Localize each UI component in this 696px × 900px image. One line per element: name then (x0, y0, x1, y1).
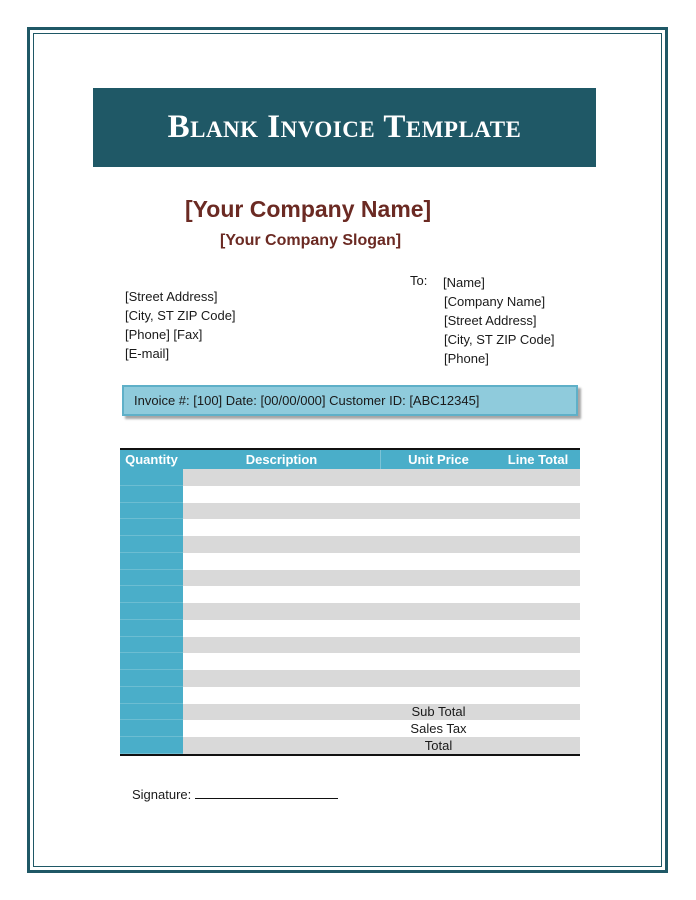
quantity-cell[interactable] (120, 586, 183, 603)
description-cell[interactable] (183, 536, 381, 553)
line-total-cell[interactable] (496, 570, 580, 587)
description-cell[interactable] (183, 687, 381, 704)
table-row (120, 503, 580, 520)
quantity-cell[interactable] (120, 603, 183, 620)
unit-price-cell[interactable] (381, 553, 496, 570)
quantity-cell[interactable] (120, 570, 183, 587)
line-total-cell[interactable] (496, 486, 580, 503)
description-cell[interactable] (183, 620, 381, 637)
description-cell[interactable] (183, 603, 381, 620)
unit-price-cell[interactable] (381, 603, 496, 620)
table-row (120, 469, 580, 486)
quantity-cell[interactable] (120, 687, 183, 704)
line-total-cell[interactable] (496, 637, 580, 654)
quantity-cell[interactable] (120, 720, 183, 737)
table-row (120, 536, 580, 553)
quantity-cell[interactable] (120, 653, 183, 670)
description-cell[interactable] (183, 519, 381, 536)
description-cell[interactable] (183, 586, 381, 603)
sender-city: [City, ST ZIP Code] (125, 308, 236, 323)
recipient-city: [City, ST ZIP Code] (444, 332, 555, 347)
description-cell[interactable] (183, 704, 381, 721)
sender-address (125, 287, 236, 363)
table-row (120, 653, 580, 670)
description-cell[interactable] (183, 503, 381, 520)
description-cell[interactable] (183, 469, 381, 486)
quantity-cell[interactable] (120, 620, 183, 637)
table-row (120, 486, 580, 503)
unit-price-cell[interactable] (381, 653, 496, 670)
sales-tax-label: Sales Tax (410, 721, 467, 737)
company-slogan: [Your Company Slogan] (220, 232, 402, 249)
unit-price-cell[interactable] (381, 469, 496, 486)
signature-block (132, 787, 338, 802)
recipient-name: [Name] (443, 275, 485, 290)
header-quantity: Quantity (125, 452, 178, 467)
description-cell[interactable] (183, 553, 381, 570)
quantity-cell[interactable] (120, 737, 183, 754)
line-total-cell[interactable] (496, 687, 580, 704)
table-row (120, 553, 580, 570)
table-row (120, 620, 580, 637)
quantity-cell[interactable] (120, 704, 183, 721)
unit-price-cell[interactable] (381, 586, 496, 603)
description-cell[interactable] (183, 486, 381, 503)
table-row (120, 570, 580, 587)
page-title: Blank Invoice Template (167, 109, 522, 145)
line-total-cell[interactable] (496, 704, 580, 721)
line-total-cell[interactable] (496, 519, 580, 536)
line-total-cell[interactable] (496, 469, 580, 486)
line-total-cell[interactable] (496, 620, 580, 637)
description-cell[interactable] (183, 570, 381, 587)
table-row (120, 687, 580, 704)
recipient-company: [Company Name] (444, 294, 546, 309)
recipient-phone: [Phone] (444, 351, 489, 366)
description-cell[interactable] (183, 653, 381, 670)
unit-price-cell[interactable] (381, 620, 496, 637)
title-banner (93, 88, 596, 167)
line-total-cell[interactable] (496, 737, 580, 754)
table-row (120, 670, 580, 687)
description-cell[interactable] (183, 720, 381, 737)
quantity-cell[interactable] (120, 637, 183, 654)
unit-price-cell[interactable] (381, 486, 496, 503)
line-total-cell[interactable] (496, 586, 580, 603)
unit-price-cell[interactable] (381, 536, 496, 553)
line-total-cell[interactable] (496, 536, 580, 553)
header-line-total: Line Total (507, 452, 569, 467)
table-row (120, 519, 580, 536)
description-cell[interactable] (183, 670, 381, 687)
quantity-cell[interactable] (120, 486, 183, 503)
header-unit-price: Unit Price (408, 452, 469, 467)
sender-phone-fax: [Phone] [Fax] (125, 327, 203, 342)
invoice-info-text: Invoice #: [100] Date: [00/00/000] Customer ID: [ABC12345] (134, 393, 480, 408)
header-description: Description (183, 450, 381, 469)
description-cell[interactable] (183, 637, 381, 654)
invoice-info-bar (122, 385, 578, 416)
unit-price-cell[interactable] (381, 503, 496, 520)
table-row (120, 720, 580, 737)
total-label: Total (424, 737, 453, 753)
company-name: [Your Company Name] (185, 196, 432, 222)
subtotal-label: Sub Total (411, 704, 466, 720)
quantity-cell[interactable] (120, 670, 183, 687)
unit-price-cell[interactable] (381, 637, 496, 654)
line-total-cell[interactable] (496, 503, 580, 520)
table-row (120, 603, 580, 620)
line-total-cell[interactable] (496, 670, 580, 687)
quantity-cell[interactable] (120, 553, 183, 570)
quantity-cell[interactable] (120, 469, 183, 486)
line-total-cell[interactable] (496, 720, 580, 737)
quantity-cell[interactable] (120, 503, 183, 520)
line-total-cell[interactable] (496, 553, 580, 570)
table-body (120, 469, 580, 754)
unit-price-cell[interactable] (381, 570, 496, 587)
quantity-cell[interactable] (120, 519, 183, 536)
table-row (120, 586, 580, 603)
line-total-cell[interactable] (496, 653, 580, 670)
table-header (120, 450, 580, 469)
unit-price-cell[interactable] (381, 670, 496, 687)
description-cell[interactable] (183, 737, 381, 754)
to-label: To: (410, 273, 428, 288)
sender-email: [E-mail] (125, 346, 170, 361)
invoice-table (120, 448, 580, 756)
line-total-cell[interactable] (496, 603, 580, 620)
quantity-cell[interactable] (120, 536, 183, 553)
unit-price-cell[interactable] (381, 687, 496, 704)
signature-line[interactable] (195, 787, 338, 799)
table-row (120, 737, 580, 754)
sender-street: [Street Address] (125, 289, 218, 304)
recipient-address (444, 273, 555, 368)
signature-label: Signature: (132, 787, 192, 802)
table-row (120, 637, 580, 654)
table-row (120, 704, 580, 721)
recipient-street: [Street Address] (444, 313, 537, 328)
unit-price-cell[interactable] (381, 519, 496, 536)
